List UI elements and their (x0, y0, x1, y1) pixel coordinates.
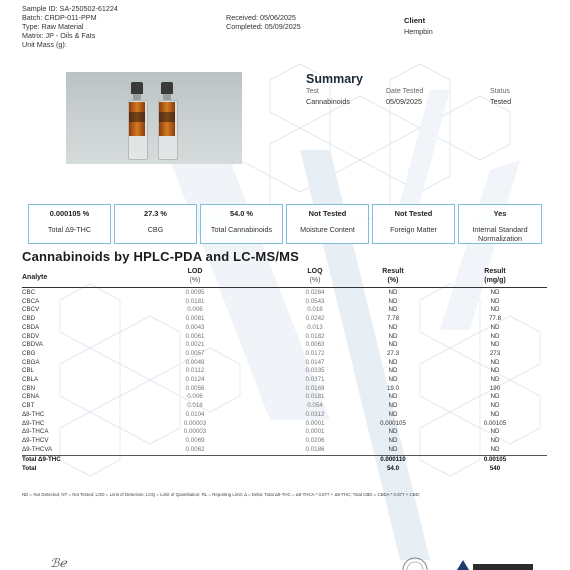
vial-left (128, 82, 146, 160)
col-result-mg: Result (484, 268, 506, 275)
value-cell: 0.0049 (185, 358, 205, 366)
col-result-pct-unit: (%) (387, 277, 399, 284)
total-value: 54.0 (386, 465, 400, 472)
table-row (22, 402, 547, 411)
analyte-cell: CBCV (22, 306, 40, 314)
value-cell: ND (490, 306, 500, 314)
analyte-cell: CBD (22, 315, 36, 323)
analyte-cell: CBDV (22, 332, 40, 340)
table-row (22, 315, 547, 324)
value-cell: 0.0284 (305, 289, 325, 296)
value-cell: ND (490, 436, 500, 444)
box-value: 54.0 % (229, 209, 253, 218)
table-row (22, 411, 547, 420)
table-row (22, 428, 547, 437)
value-cell: 0.0057 (185, 349, 205, 357)
analyte-cell: CBC (22, 289, 36, 296)
seal-logo (400, 556, 430, 570)
total-row (22, 465, 547, 474)
value-cell: 0.0063 (305, 341, 325, 349)
value-cell: 0.0335 (305, 367, 325, 375)
col-analyte: Analyte (22, 274, 48, 281)
value-cell: ND (490, 393, 500, 401)
value-cell: 0.018 (307, 306, 323, 314)
box-label: Foreign Matter (390, 225, 437, 234)
moisture-content-box (286, 204, 369, 244)
value-cell: 0.018 (187, 402, 203, 410)
summary-test-value: Cannabinoids (306, 97, 350, 106)
value-cell: 0.0181 (305, 393, 325, 401)
value-cell: ND (490, 358, 500, 366)
client-name: Hempbin (404, 27, 433, 36)
table-row (22, 341, 547, 350)
value-cell: ND (490, 289, 500, 296)
matrix: Matrix: JP - Oils & Fats (22, 31, 96, 40)
total-value: 540 (489, 465, 501, 472)
value-cell: 0.0112 (185, 367, 205, 375)
table-row (22, 376, 547, 385)
value-cell: 77.8 (488, 315, 502, 323)
total-cannabinoids-box (200, 204, 283, 244)
value-cell: ND (490, 445, 500, 453)
table-row (22, 446, 547, 455)
value-cell: ND (490, 410, 500, 418)
summary-test-label: Test (306, 88, 319, 95)
sample-photo (66, 72, 242, 164)
sample-id: Sample ID: SA-250502-61224 (22, 4, 118, 13)
box-value: 27.3 % (143, 209, 167, 218)
cbg-box (114, 204, 197, 244)
value-cell: 0.0104 (185, 410, 205, 418)
internal-standard-box (458, 204, 542, 244)
value-cell: ND (490, 297, 500, 305)
analyte-cell: CBLA (22, 376, 39, 383)
table-row (22, 393, 547, 402)
table-row (22, 306, 547, 315)
value-cell: 0.013 (307, 323, 323, 331)
value-cell: ND (388, 297, 398, 305)
value-cell: 19.0 (386, 384, 400, 392)
value-cell: 0.00003 (183, 428, 207, 436)
analyte-cell: CBT (22, 402, 35, 410)
box-value: 0.000105 % (49, 209, 90, 218)
analyte-cell: CBNA (22, 393, 40, 401)
table-row (22, 324, 547, 333)
value-cell: 0.0172 (305, 349, 325, 357)
sample-type: Type: Raw Material (22, 22, 84, 31)
table-title: Cannabinoids by HPLC-PDA and LC-MS/MS (22, 249, 300, 264)
value-cell: 190 (489, 384, 501, 392)
header-rule (22, 287, 547, 288)
value-cell: 0.0242 (305, 315, 325, 323)
box-label: Total Δ9-THC (47, 225, 92, 234)
analyte-cell: Δ8-THC (22, 410, 45, 418)
value-cell: ND (490, 323, 500, 331)
total-value: 0.000110 (380, 456, 406, 464)
value-cell: 0.00105 (483, 419, 507, 427)
value-cell: 0.0043 (185, 323, 205, 331)
value-cell: ND (388, 376, 398, 383)
value-cell: ND (388, 332, 398, 340)
analyte-cell: Δ9-THCVA (22, 445, 53, 453)
unit-mass: Unit Mass (g): (22, 40, 67, 49)
value-cell: 0.0081 (185, 315, 205, 323)
summary-status-value: Tested (490, 97, 512, 106)
total-label: Total (22, 465, 37, 472)
value-cell: 0.0371 (305, 376, 325, 383)
value-cell: 0.006 (187, 393, 203, 401)
box-label: Moisture Content (300, 225, 355, 234)
analyte-cell: CBN (22, 384, 36, 392)
analyte-cell: Δ9-THCV (22, 436, 49, 444)
table-row (22, 298, 547, 307)
value-cell: ND (388, 358, 398, 366)
col-result-mg-unit: (mg/g) (484, 277, 506, 284)
total-d9-thc-box (28, 204, 111, 244)
table-row (22, 289, 547, 298)
summary-status-label: Status (490, 88, 510, 95)
value-cell: 0.0062 (185, 445, 205, 453)
value-cell: 0.0061 (185, 332, 205, 340)
value-cell: 0.0312 (305, 410, 325, 418)
value-cell: ND (388, 323, 398, 331)
box-value: Not Tested (308, 209, 347, 218)
table-row (22, 367, 547, 376)
col-result-pct: Result (382, 268, 404, 275)
completed-date: Completed: 05/09/2025 (226, 22, 301, 31)
total-row (22, 456, 547, 465)
foreign-matter-box (372, 204, 455, 244)
value-cell: ND (490, 428, 500, 436)
value-cell: 27.3 (386, 349, 400, 357)
value-cell: ND (388, 289, 398, 296)
analyte-cell: Δ9-THCA (22, 428, 49, 436)
value-cell: 0.0001 (305, 428, 325, 436)
value-cell: ND (388, 367, 398, 375)
box-label: Total Cannabinoids (210, 225, 273, 234)
box-value: Not Tested (394, 209, 433, 218)
value-cell: ND (388, 428, 398, 436)
table-row (22, 437, 547, 446)
total-rule (22, 455, 547, 456)
box-label: CBG (147, 225, 164, 234)
table-row (22, 359, 547, 368)
value-cell: 0.0186 (305, 445, 325, 453)
vial-right (158, 82, 176, 160)
value-cell: ND (490, 376, 500, 383)
analyte-cell: CBDVA (22, 341, 43, 349)
footnote: ND = Not Detected; NT = Not Tested; LOD = Limit of Detection; LOQ = Limit of Quantitation; RL = Reporting Limit; Δ = Delta; Total Δ9-THC = Δ9-THCA * 0.877 + Δ9-THC; Total CBD = CBDA * 0.877 + CBD; (22, 492, 421, 497)
analyte-cell: CBL (22, 367, 35, 375)
value-cell: ND (490, 341, 500, 349)
value-cell: 0.054 (307, 402, 323, 410)
value-cell: ND (388, 306, 398, 314)
table-row (22, 333, 547, 342)
signature: ℬℯ (50, 556, 67, 570)
value-cell: ND (388, 393, 398, 401)
col-lod-unit: (%) (189, 277, 201, 284)
client-label: Client (404, 16, 426, 25)
col-loq-unit: (%) (309, 277, 321, 284)
lab-logo (455, 558, 545, 570)
value-cell: ND (388, 436, 398, 444)
analyte-cell: CBDA (22, 323, 40, 331)
value-cell: 0.0095 (185, 289, 205, 296)
value-cell: 0.0543 (305, 297, 325, 305)
value-cell: 0.006 (187, 306, 203, 314)
value-cell: ND (388, 410, 398, 418)
value-cell: ND (490, 332, 500, 340)
col-lod: LOD (187, 268, 203, 275)
table-row (22, 350, 547, 359)
total-value: 0.00105 (483, 456, 507, 464)
received-date: Received: 05/06/2025 (226, 13, 296, 22)
value-cell: 0.0021 (185, 341, 205, 349)
value-cell: 273 (489, 349, 501, 357)
value-cell: 0.000105 (380, 419, 406, 427)
table-row (22, 420, 547, 429)
analyte-cell: CBCA (22, 297, 40, 305)
value-cell: 0.00003 (183, 419, 207, 427)
value-cell: ND (388, 341, 398, 349)
value-cell: 0.0001 (305, 419, 325, 427)
total-label: Total Δ9-THC (22, 456, 61, 464)
batch: Batch: CRDP-011-PPM (22, 13, 97, 22)
analyte-cell: CBG (22, 349, 36, 357)
analyte-cell: CBGA (22, 358, 40, 366)
col-loq: LOQ (307, 268, 323, 275)
value-cell: 0.0124 (185, 376, 205, 383)
value-cell: 0.0147 (305, 358, 325, 366)
table-row (22, 385, 547, 394)
value-cell: 0.0069 (185, 436, 205, 444)
value-cell: 0.0206 (305, 436, 325, 444)
summary-date-label: Date Tested (386, 88, 424, 95)
value-cell: ND (490, 402, 500, 410)
value-cell: 0.0182 (305, 332, 325, 340)
box-label: Internal Standard Normalization (472, 225, 528, 243)
summary-title: Summary (306, 72, 363, 86)
value-cell: ND (388, 402, 398, 410)
value-cell: 7.78 (386, 315, 400, 323)
value-cell: ND (490, 367, 500, 375)
summary-date-value: 05/09/2025 (386, 97, 422, 106)
value-cell: ND (388, 445, 398, 453)
analyte-cell: Δ9-THC (22, 419, 45, 427)
box-value: Yes (493, 209, 507, 218)
value-cell: 0.0056 (185, 384, 205, 392)
value-cell: 0.0181 (185, 297, 205, 305)
value-cell: 0.0169 (305, 384, 325, 392)
